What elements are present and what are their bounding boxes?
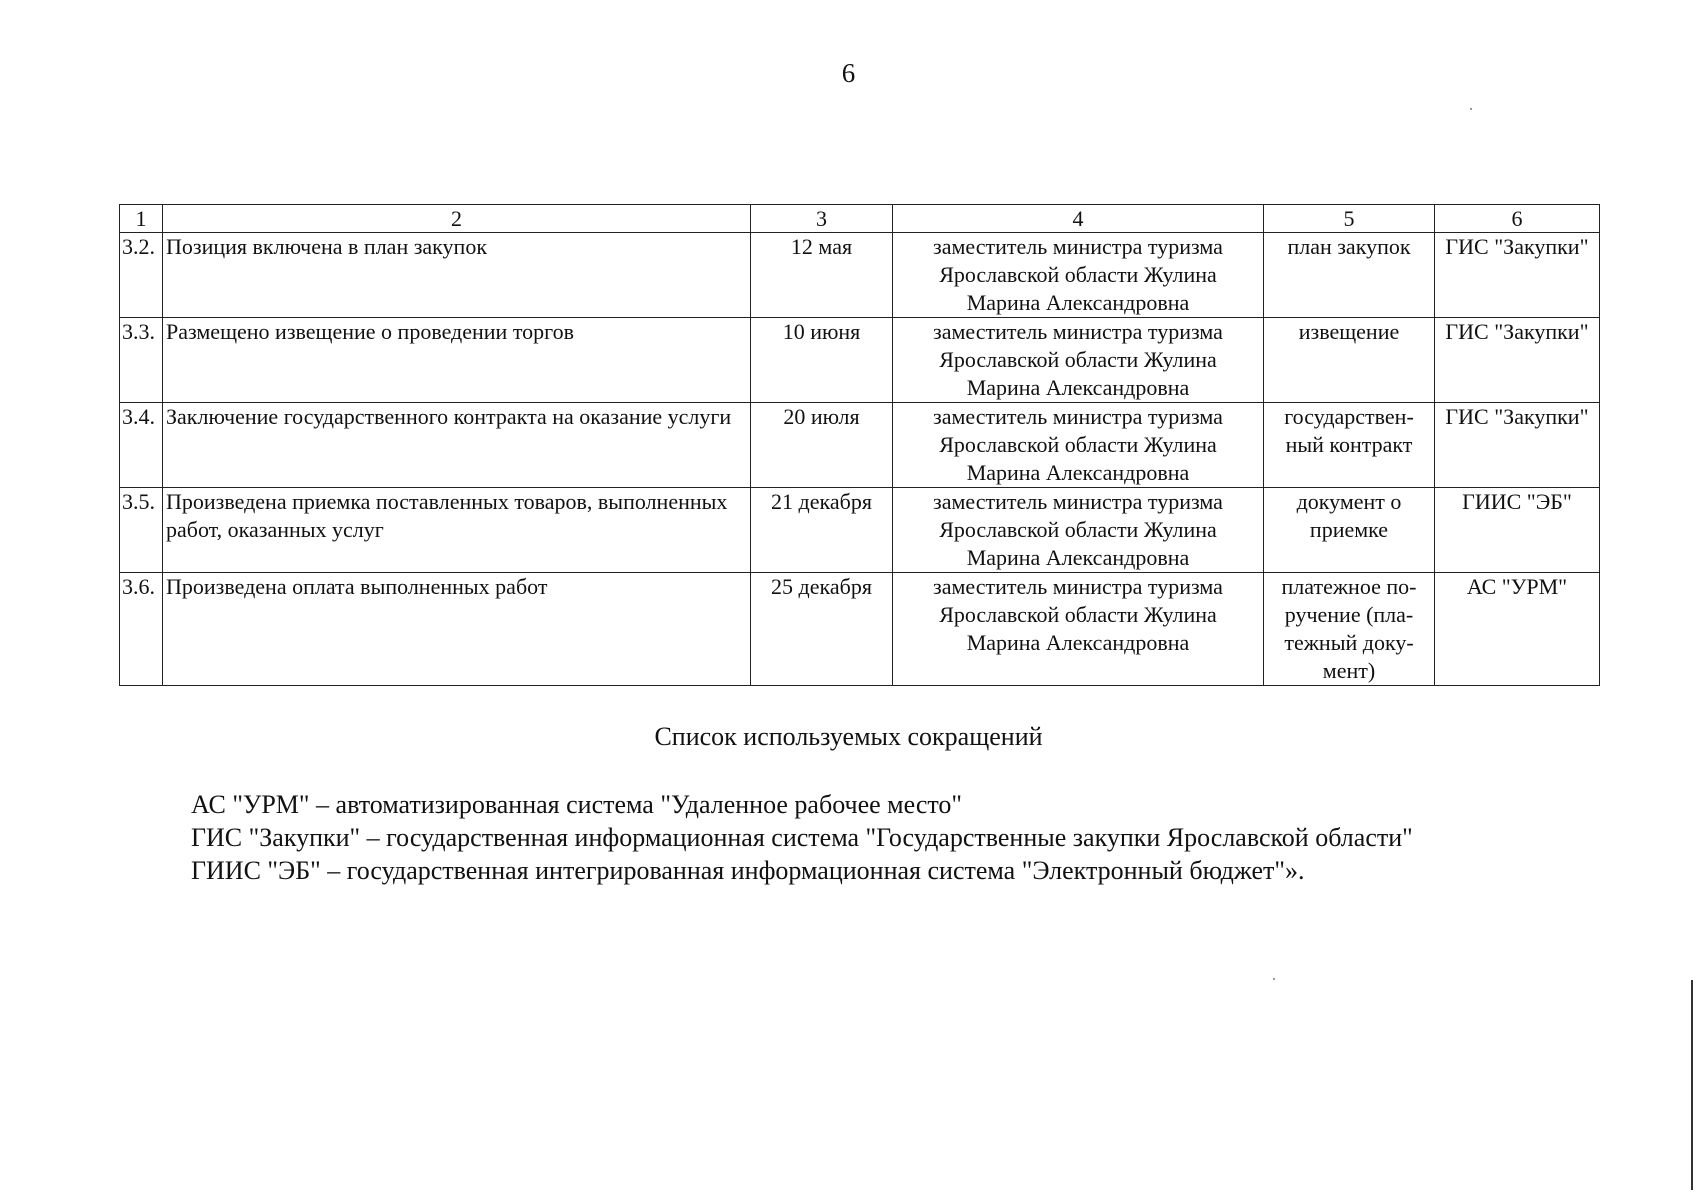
system-cell: ГИС "Закупки" (1435, 318, 1600, 403)
responsible-line: Ярославской области Жулина (939, 517, 1217, 542)
document-line: платежное по- (1281, 574, 1417, 599)
column-header: 3 (751, 205, 893, 233)
column-header: 2 (163, 205, 751, 233)
event-cell: Заключение государственного контракта на оказание услуги (163, 403, 751, 488)
table-row (120, 233, 1600, 318)
document-line: документ о (1296, 489, 1402, 514)
row-number: 3.5. (120, 488, 163, 573)
responsible-line: Марина Александровна (966, 290, 1190, 315)
document-line: мент) (1322, 658, 1376, 683)
table-header-row (120, 205, 1600, 233)
responsible-cell (893, 573, 1264, 686)
date-cell: 25 декабря (751, 573, 893, 686)
table-row (120, 488, 1600, 573)
row-number: 3.4. (120, 403, 163, 488)
system-cell: ГИС "Закупки" (1435, 403, 1600, 488)
system-cell: АС "УРМ" (1435, 573, 1600, 686)
document-cell (1264, 403, 1435, 488)
abbreviations-title: Список используемых сокращений (654, 722, 1043, 751)
responsible-line: заместитель министра туризма (933, 574, 1223, 599)
responsible-line: заместитель министра туризма (933, 319, 1223, 344)
table-row (120, 318, 1600, 403)
column-header: 1 (120, 205, 163, 233)
document-line: ный контракт (1285, 432, 1413, 457)
row-number: 3.2. (120, 233, 163, 318)
system-cell: ГИС "Закупки" (1435, 233, 1600, 318)
abbreviations-list (191, 788, 1413, 887)
date-cell: 12 мая (751, 233, 893, 318)
responsible-line: Марина Александровна (966, 630, 1190, 655)
responsible-line: заместитель министра туризма (933, 404, 1223, 429)
responsible-line: Ярославской области Жулина (939, 432, 1217, 457)
responsible-cell (893, 318, 1264, 403)
responsible-line: Ярославской области Жулина (939, 602, 1217, 627)
responsible-line: заместитель министра туризма (933, 234, 1223, 259)
responsible-line: Марина Александровна (966, 375, 1190, 400)
document-line: план закупок (1287, 234, 1411, 259)
event-cell: Позиция включена в план закупок (163, 233, 751, 318)
scan-edge-line (1691, 980, 1693, 1190)
abbreviation-item: ГИИС "ЭБ" – государственная интегрированная информационная система "Электронный бюджет"». (191, 856, 1305, 885)
row-number: 3.6. (120, 573, 163, 686)
document-cell (1264, 233, 1435, 318)
abbreviation-item: ГИС "Закупки" – государственная информационная система "Государственные закупки Ярославской области" (191, 823, 1413, 852)
responsible-line: Марина Александровна (966, 460, 1190, 485)
responsible-cell (893, 233, 1264, 318)
document-line: приемке (1309, 517, 1389, 542)
responsible-line: Ярославской области Жулина (939, 262, 1217, 287)
responsible-cell (893, 488, 1264, 573)
abbreviation-item: АС "УРМ" – автоматизированная система "Удаленное рабочее место" (191, 790, 962, 819)
document-cell (1264, 318, 1435, 403)
event-cell: Произведена оплата выполненных работ (163, 573, 751, 686)
document-cell (1264, 488, 1435, 573)
event-cell: Произведена приемка поставленных товаров, выполненных работ, оказанных услуг (163, 488, 751, 573)
column-header: 4 (893, 205, 1264, 233)
date-cell: 21 декабря (751, 488, 893, 573)
document-line: ручение (пла- (1284, 602, 1414, 627)
scan-speck (1470, 108, 1472, 110)
column-header: 6 (1435, 205, 1600, 233)
document-line: государствен- (1284, 404, 1414, 429)
system-cell: ГИИС "ЭБ" (1435, 488, 1600, 573)
row-number: 3.3. (120, 318, 163, 403)
document-line: тежный доку- (1284, 630, 1414, 655)
table-row (120, 403, 1600, 488)
scan-speck (1273, 978, 1275, 980)
column-header: 5 (1264, 205, 1435, 233)
responsible-line: заместитель министра туризма (933, 489, 1223, 514)
event-cell: Размещено извещение о проведении торгов (163, 318, 751, 403)
table-row (120, 573, 1600, 686)
date-cell: 20 июля (751, 403, 893, 488)
page-number: 6 (841, 58, 856, 88)
responsible-line: Марина Александровна (966, 545, 1190, 570)
date-cell: 10 июня (751, 318, 893, 403)
procurement-plan-table (119, 204, 1600, 686)
responsible-line: Ярославской области Жулина (939, 347, 1217, 372)
document-line: извещение (1298, 319, 1400, 344)
responsible-cell (893, 403, 1264, 488)
document-cell (1264, 573, 1435, 686)
